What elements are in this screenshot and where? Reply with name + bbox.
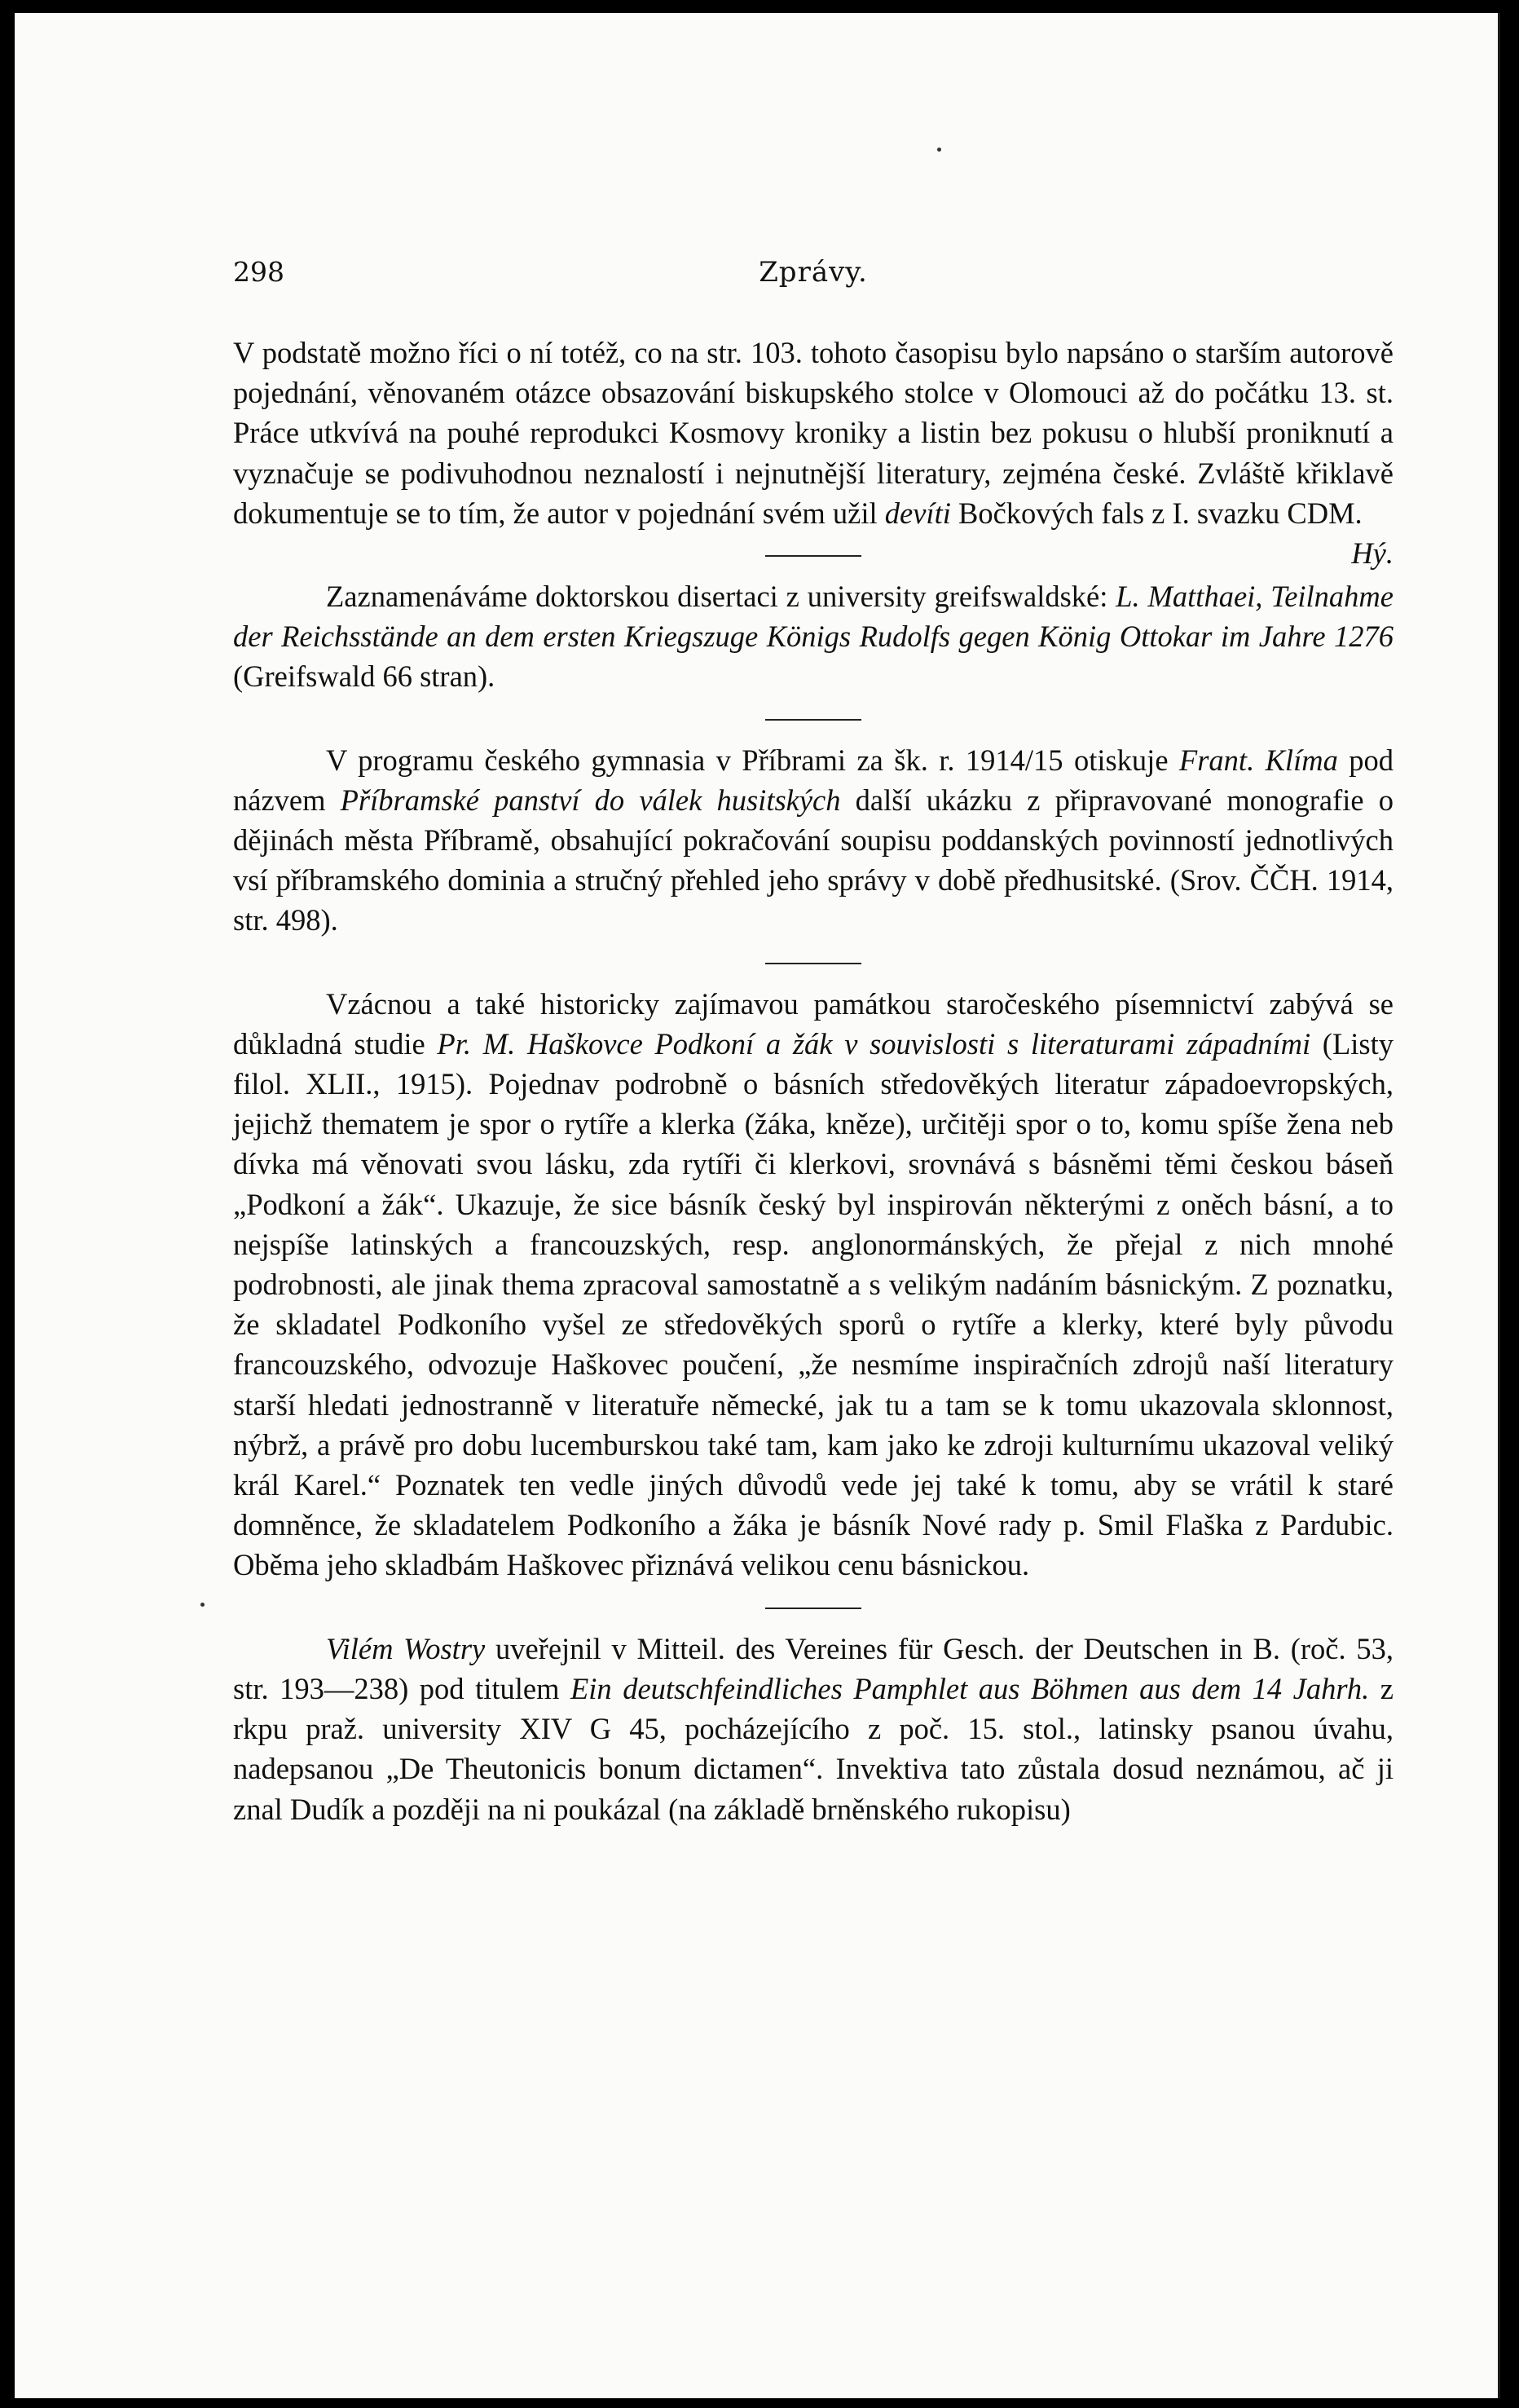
paragraph-podkoni: Vzácnou a také historicky zajímavou památkou staročeského písemnictví zabývá se důkladná studie Pr. M. Haškovce Podkoní a žák v souvislosti s literaturami západními (Listy filol. XLII., 1915). Pojednav podrobně o básních středověkých literatur západoevropských, jejichž thematem je spor o rytíře a klerka (žáka, kněze), určitěji spor o to, komu spíše žena neb dívka má věnovati svou lásku, zda rytíři či klerkovi, srovnává s básněmi těmi českou báseň „Podkoní a žák“. Ukazuje, že sice básník český byl inspirován některými z oněch básní, a to nejspíše latinských a francouzských, resp. anglonormánských, že přejal z nich mnohé podrobnosti, ale jinak thema zpracoval samostatně a s velikým nadáním básnickým. Z poznatku, že skladatel Podkoního vyšel ze středověkých sporů o rytíře a klerky, které byly původu francouzského, odvozuje Haškovec poučení, „že nesmíme inspiračních zdrojů naší literatury starší hledati jednostranně v literatuře německé, jak tu a tam se k tomu ukazovala sklonnost, nýbrž, a právě pro dobu lucemburskou také tam, kam jako ke zdroji kulturnímu ukazoval veliký král Karel.“ Poznatek ten vedle jiných důvodů vede jej také k tomu, aby se vrátil k staré domněnce, že skladatelem Podkoního a žáka je básník Nové rady p. Smil Flaška z Pardubic. Oběma jeho skladbám Haškovec přiznává velikou cenu básnickou. [233,986,1394,1582]
paragraph-wostry: Vilém Wostry uveřejnil v Mitteil. des Vereines für Gesch. der Deutschen in B. (roč. 53, str. 193—238) pod titulem Ein deutschfeindliches Pamphlet aus Böhmen aus dem 14 Jahrh. z rkpu praž. university XIV G 45, pocházejícího z poč. 15. stol., latinsky psanou úvahu, nadepsanou „De Theutonicis bonum dictamen“. Invektiva tato zůstala dosud neznámou, ač ji znal Dudík a později na ni poukázal (na základě brněnského rukopisu) [233,1631,1394,1826]
paragraph-pribram: V programu českého gymnasia v Příbrami za šk. r. 1914/15 otiskuje Frant. Klíma pod názvem Příbramské panství do válek husitských další ukázku z připravované monografie o dějinách města Příbramě, obsahující pokračování soupisu poddanských povinností jednotlivých vsí příbramského dominia a stručný přehled jeho správy v době předhusitské. (Srov. ČČH. 1914, str. 498). [233,743,1394,937]
italic-author: Frant. Klíma [1178,743,1338,777]
italic-term: devíti [884,496,951,530]
italic-author: Vilém Wostry [326,1631,486,1665]
italic-title: Pr. M. Haškovce Podkoní a žák v souvislosti s literaturami západními [437,1026,1311,1061]
section-divider [765,963,861,964]
page-header [233,256,1394,297]
section-divider [765,719,861,721]
page-number: 298 [233,256,284,288]
running-title: Zprávy. [759,256,868,289]
section-divider [765,555,861,557]
italic-title: Ein deutschfeindliches Pamphlet aus Böhmen aus dem 14 Jahrh. [570,1671,1370,1705]
page-body [233,333,1394,1829]
paragraph-dissertation: Zaznamenáváme doktorskou disertaci z university greifswaldské: L. Matthaei, Teilnahme der Reichsstände an dem ersten Kriegszuge Königs Rudolfs gegen König Ottokar im Jahre 1276 (Greifswald 66 stran). [233,580,1394,694]
scanned-page [15,13,1500,2398]
italic-title: L. Matthaei, Teilnahme der Reichsstände an dem ersten Kriegszuge Königs Rudolfs gegen König Ottokar im Jahre 1276 [233,580,1394,654]
scan-speck [200,1603,205,1607]
section-divider [765,1608,861,1609]
author-signature: Hý. [1351,536,1394,571]
paragraph-continuation: V podstatě možno říci o ní totéž, co na str. 103. tohoto časopisu bylo napsáno o starším autorově pojednání, věnovaném otázce obsazování biskupského stolce v Olomouci až do počátku 13. st. Práce utkvívá na pouhé reprodukci Kosmovy kroniky a listin bez pokusu o hlubší proniknutí a vyznačuje se podivuhodnou neznalostí i nejnutnější literatury, zejména české. Zvláště křiklavě dokumentuje se to tím, že autor v pojednání svém užil devíti Bočkových fals z I. svazku CDM. Hý. [233,333,1394,533]
italic-title: Příbramské panství do válek husitských [340,783,841,817]
scan-speck [937,148,941,152]
